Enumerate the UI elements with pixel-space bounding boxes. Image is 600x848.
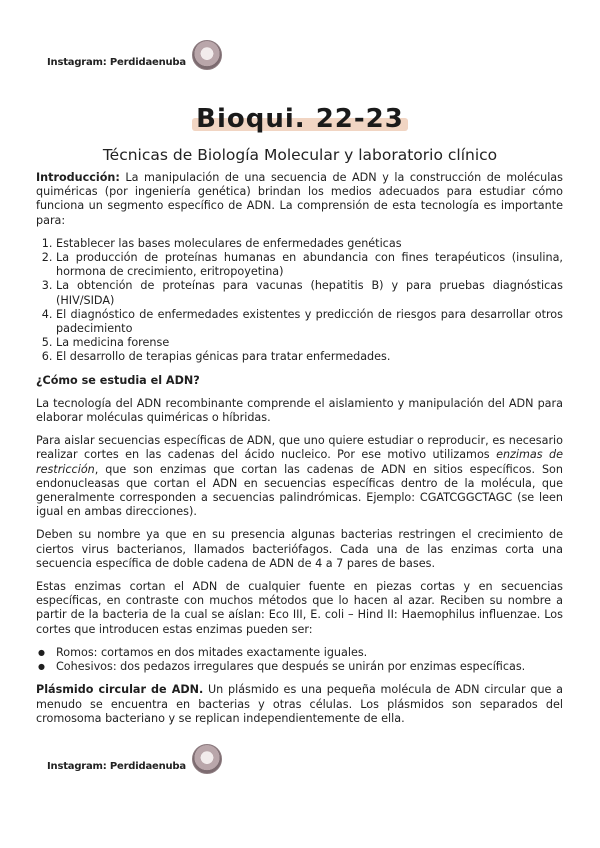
importance-list (36, 237, 563, 365)
section-heading: ¿Cómo se estudia el ADN? (36, 373, 200, 387)
paragraph-part: , que son enzimas que cortan las cadenas de ADN en sitios específicos. Son endonucleasas que cortan el ADN en secuencias específicas dentro de la molécula, que generalmente corresponden a secuencias palindrómicas. Ejemplo: CGATCGGCTAGC (se leen igual en ambas direcciones). (36, 462, 563, 519)
intro-paragraph (36, 171, 563, 228)
cut-types-list (36, 646, 563, 674)
instagram-header (47, 40, 222, 70)
intro-label: Introducción: (36, 171, 120, 184)
emphasis-term: enzimas de restricción (36, 448, 564, 476)
paragraph-part: Para aislar secuencias específicas de ADN, que uno quiere estudiar o reproducir, es necesario realizar cortes en las cadenas del ácido nucleico. Por ese motivo utilizamos (36, 434, 563, 462)
list-item: 1. Establecer las bases moleculares de enfermedades genéticas (56, 237, 563, 251)
paragraph: Estas enzimas cortan el ADN de cualquier fuente en piezas cortas y en secuencias específicas, en contraste con muchos métodos que lo hacen al azar. Reciben su nombre a partir de la bacteria de la cual se aíslan: Eco III, E. coli – Hind II: Haemophilus influenzae. Los cortes que introducen estas enzimas pueden ser: (36, 580, 563, 636)
plasmid-paragraph (36, 683, 563, 726)
paragraph: La tecnología del ADN recombinante comprende el aislamiento y manipulación del ADN para elaborar moléculas quiméricas o híbridas. (36, 396, 563, 425)
bullet-item: ● Romos: cortamos en dos mitades exactamente iguales. (56, 646, 563, 660)
instagram-handle: Instagram: Perdidaenuba (47, 56, 186, 68)
avatar (192, 40, 222, 70)
title-block (0, 104, 600, 134)
instagram-handle: Instagram: Perdidaenuba (47, 760, 186, 772)
list-item: 6. El desarrollo de terapias génicas para tratar enfermedades. (56, 350, 563, 364)
paragraph: Deben su nombre ya que en su presencia algunas bacterias restringen el crecimiento de ciertos virus bacterianos, llamados bacteriófagos. Cada una de las enzimas corta una secuencia específica de doble cadena de ADN de 4 a 7 pares de bases. (36, 528, 563, 570)
list-item: 2. La producción de proteínas humanas en abundancia con fines terapéuticos (insulina, hormona de crecimiento, eritropoyetina) (56, 251, 563, 279)
document-body (36, 171, 563, 735)
plasmid-label: Plásmido circular de ADN. (36, 683, 204, 697)
page-title: Bioqui. 22-23 (192, 104, 408, 134)
page-subtitle: Técnicas de Biología Molecular y laboratorio clínico (102, 146, 498, 164)
list-item: 4. El diagnóstico de enfermedades existentes y predicción de riesgos para desarrollar otros padecimiento (56, 308, 563, 336)
paragraph (36, 434, 563, 519)
bullet-item: ● Cohesivos: dos pedazos irregulares que después se unirán por enzimas específicas. (56, 660, 563, 674)
plasmid-text: Un plásmido es una pequeña molécula de ADN circular que a menudo se encuentra en bacterias y otras células. Los plásmidos son separados del cromosoma bacteriano y se replican independientemente de ella. (36, 683, 564, 725)
instagram-footer (47, 744, 222, 774)
list-item: 3. La obtención de proteínas para vacunas (hepatitis B) y para pruebas diagnósticas (HIV/SIDA) (56, 279, 563, 307)
intro-text: La manipulación de una secuencia de ADN y la construcción de moléculas quiméricas (por ingeniería genética) brindan los medios adecuados para estudiar cómo funciona un segmento específico de ADN. La comprensión de esta tecnología es importante para: (36, 171, 563, 227)
list-item: 5. La medicina forense (56, 336, 563, 350)
avatar (192, 744, 222, 774)
